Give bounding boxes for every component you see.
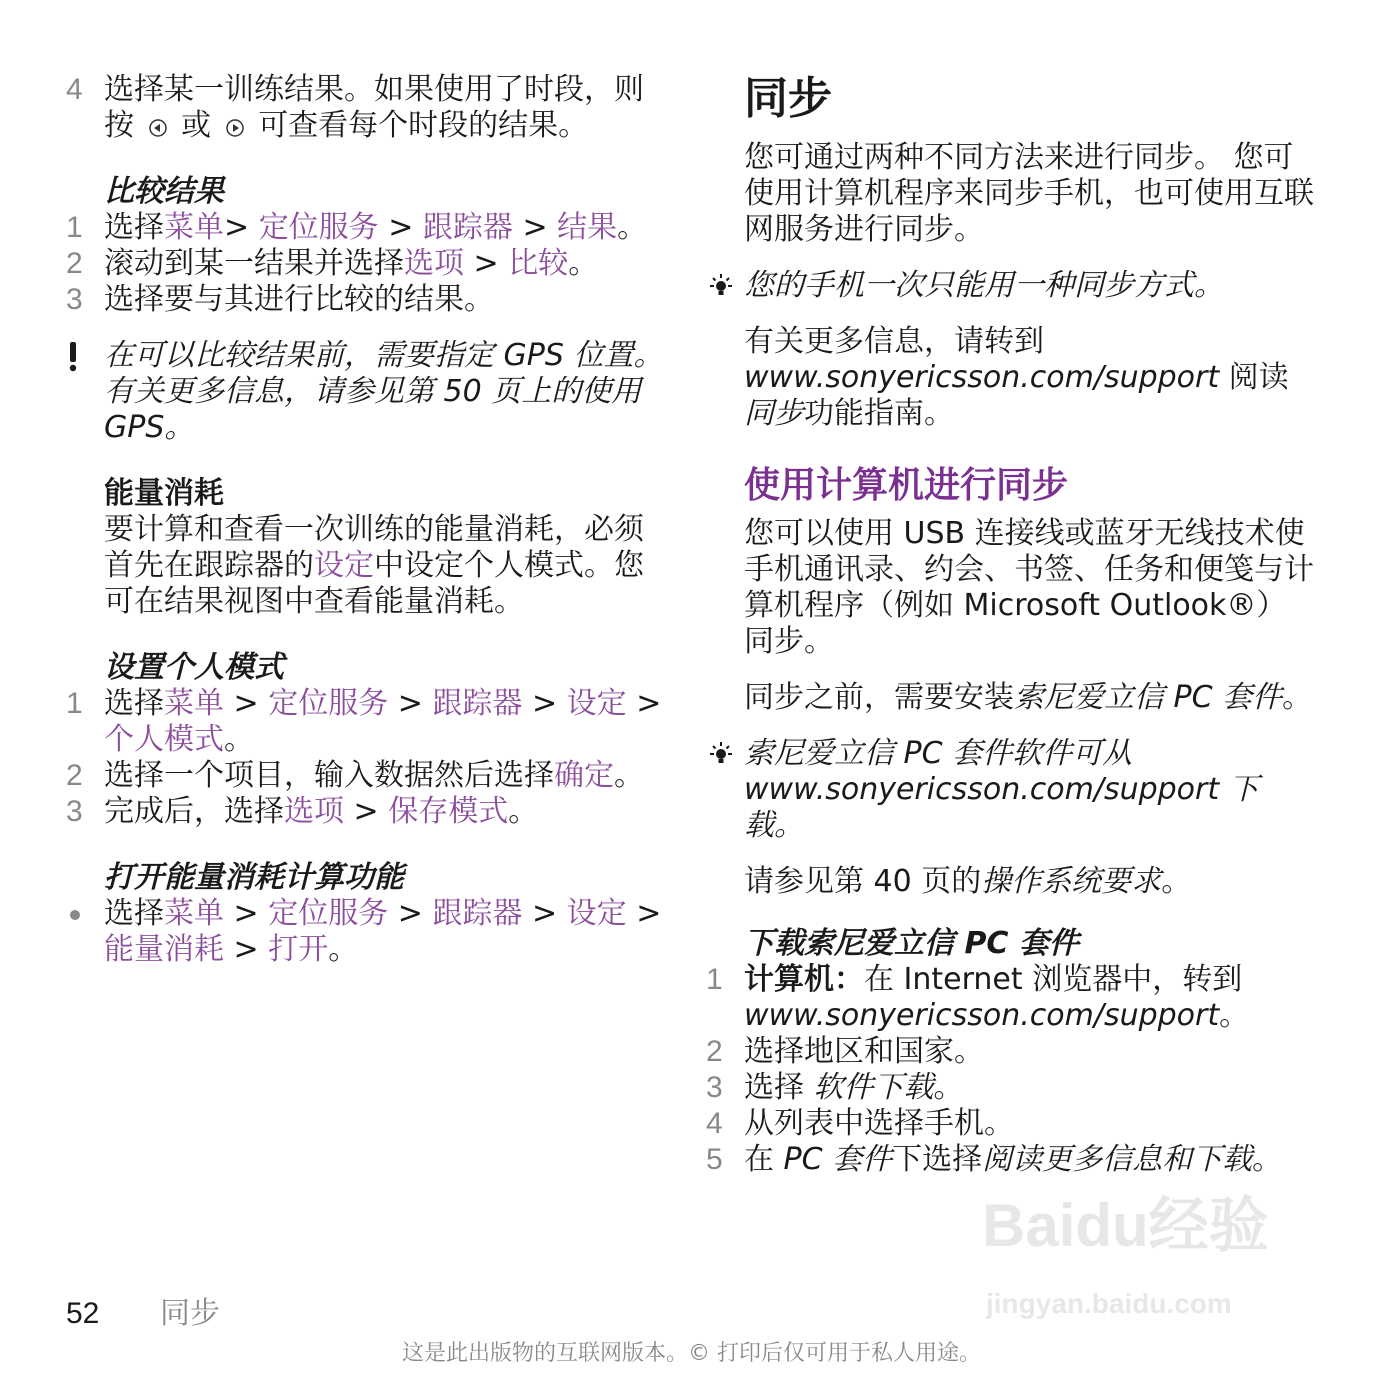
- pc-sync-title: 使用计算机进行同步: [744, 465, 1069, 506]
- support-link[interactable]: www.sonyericsson.com/support: [744, 360, 1220, 395]
- compare-steps: [66, 210, 666, 318]
- lightbulb-icon: [706, 272, 736, 302]
- list-item: 3 完成后，选择选项 > 保存模式。: [66, 794, 539, 829]
- download-heading: 下载索尼爱立信 PC 套件: [744, 926, 1079, 961]
- list-item: 1 选择菜单 > 定位服务 > 跟踪器 > 设定 > 个人模式。: [66, 686, 662, 757]
- personal-heading: 设置个人模式: [104, 650, 284, 685]
- watermark-logo: Baidu经验: [982, 1192, 1269, 1259]
- list-item: 3 选择要与其进行比较的结果。: [66, 282, 494, 317]
- footer-note: 这是此出版物的互联网版本。© 打印后仅可用于私人用途。: [402, 1341, 981, 1366]
- list-item: 1 计算机：在 Internet 浏览器中，转到 www.sonyericsson.com/support。: [706, 962, 1250, 1033]
- personal-steps: [66, 686, 666, 830]
- list-item: 4 选择某一训练结果。如果使用了时段，则按 或 可查看每个时段的结果。: [66, 72, 644, 143]
- sync-intro: 您可通过两种不同方法来进行同步。 您可使用计算机程序来同步手机，也可使用互联网服务进行同步。: [744, 140, 1314, 247]
- more-info: 有关更多信息，请转到 www.sonyericsson.com/support 阅读 同步功能指南。: [744, 324, 1289, 431]
- footer-section: 同步: [160, 1296, 220, 1331]
- pc-sync-paragraph: 您可以使用 USB 连接线或蓝牙无线技术使手机通讯录、约会、书签、任务和便笺与计算机程序（例如 Microsoft Outlook®）同步。: [744, 516, 1314, 659]
- energy-paragraph: 要计算和查看一次训练的能量消耗，必须首先在跟踪器的设定中设定个人模式。您可在结果视图中查看能量消耗。: [104, 512, 644, 619]
- nav-right-icon: [225, 118, 245, 138]
- energy-heading: 能量消耗: [104, 476, 224, 511]
- before-sync: 同步之前，需要安装索尼爱立信 PC 套件。: [744, 680, 1313, 715]
- download-steps: [706, 962, 1316, 1178]
- gps-warning-note: 在可以比较结果前，需要指定 GPS 位置。有关更多信息，请参见第 50 页上的使用 GPS。: [66, 338, 666, 446]
- right-column: [706, 72, 1316, 1178]
- compare-heading: 比较结果: [104, 174, 224, 209]
- system-req: 请参见第 40 页的操作系统要求。: [744, 864, 1192, 899]
- list-item: 选择菜单 > 定位服务 > 跟踪器 > 设定 > 能量消耗 > 打开。: [66, 896, 666, 968]
- list-item: 5 在 PC 套件下选择阅读更多信息和下载。: [706, 1142, 1283, 1177]
- bullet-icon: [70, 910, 80, 920]
- list-item: 4 从列表中选择手机。: [706, 1106, 1014, 1141]
- list-item: 2 选择地区和国家。: [706, 1034, 984, 1069]
- step-number: 4: [66, 73, 83, 106]
- watermark-url: jingyan.baidu.com: [986, 1288, 1232, 1319]
- list-item: 2 滚动到某一结果并选择选项 > 比较。: [66, 246, 599, 281]
- list-item: 2 选择一个项目，输入数据然后选择确定。: [66, 758, 644, 793]
- left-column: [66, 72, 666, 968]
- nav-left-icon: [148, 118, 168, 138]
- list-item: 3 选择 软件下载。: [706, 1070, 964, 1105]
- exclamation-icon: [66, 340, 80, 372]
- page-number: 52: [66, 1297, 100, 1330]
- baidu-watermark: [982, 1178, 1302, 1328]
- lightbulb-icon: [706, 740, 736, 770]
- enable-steps: [66, 896, 666, 968]
- list-item: 1 选择菜单> 定位服务 > 跟踪器 > 结果。: [66, 210, 648, 245]
- support-link[interactable]: www.sonyericsson.com/support: [744, 998, 1220, 1033]
- enable-heading: 打开能量消耗计算功能: [104, 860, 404, 895]
- sync-title: 同步: [744, 73, 832, 124]
- tip-note-1: 您的手机一次只能用一种同步方式。: [706, 268, 1316, 304]
- step-list-top: [66, 72, 666, 144]
- tip-note-2: 索尼爱立信 PC 套件软件可从 www.sonyericsson.com/support 下载。: [706, 736, 1316, 844]
